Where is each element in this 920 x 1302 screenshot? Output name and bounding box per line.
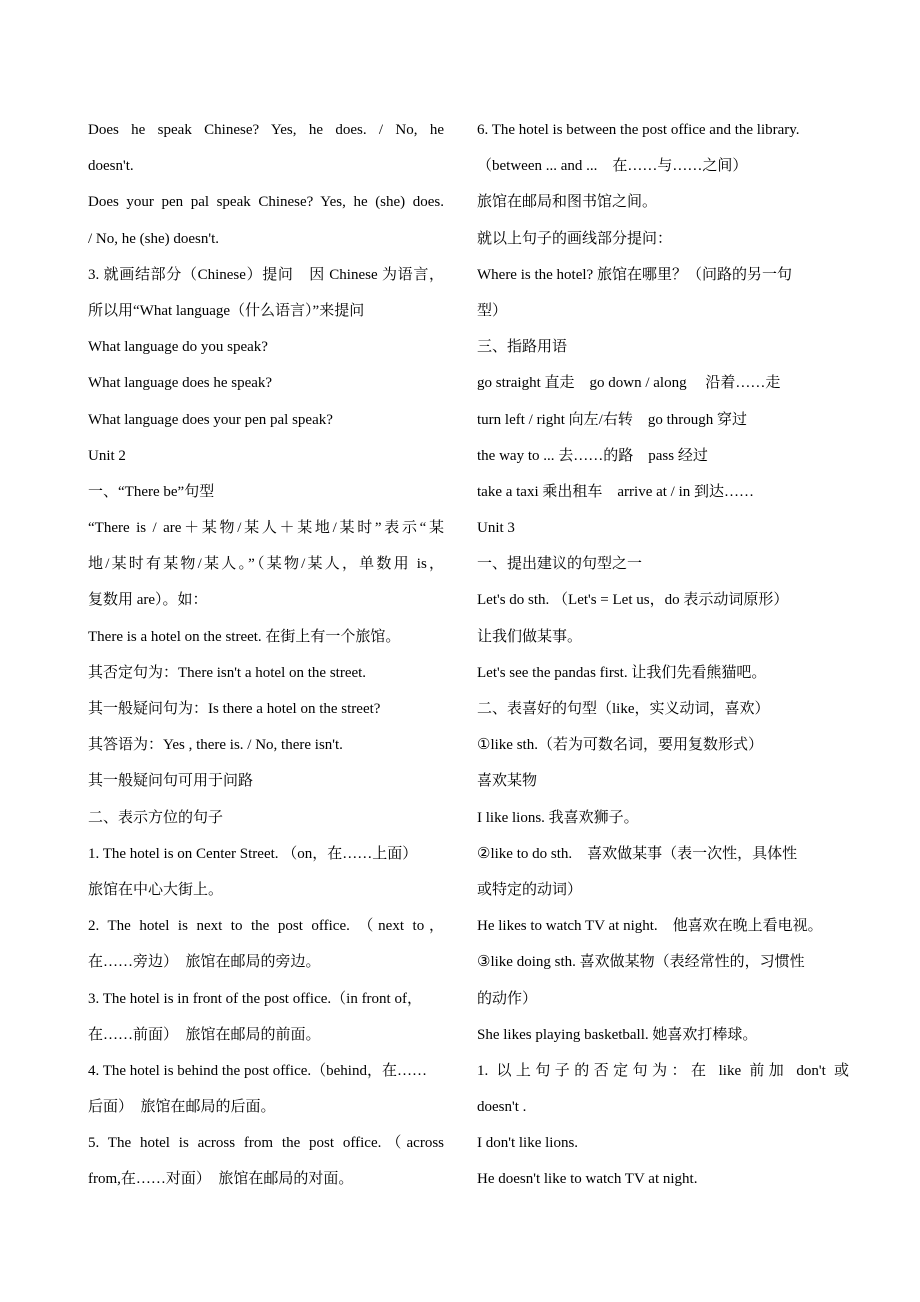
text-line: 其答语为：Yes , there is. / No, there isn't. [88, 737, 343, 754]
text-line: turn left / right 向左/右转 go through 穿过 [477, 411, 747, 428]
text-line: 就以上句子的画线部分提问： [477, 230, 673, 247]
text-line: 1. The hotel is on Center Street. （on，在……上面） [88, 845, 418, 862]
text-line: 其一般疑问句为：Is there a hotel on the street? [88, 701, 381, 717]
text-line: He likes to watch TV at night. 他喜欢在晚上看电视。 [477, 918, 823, 935]
text-line: 后面） 旅馆在邮局的后面。 [88, 1099, 276, 1116]
text-line: 复数用 are）。如： [88, 592, 208, 609]
text-line: / No, he (she) doesn't. [88, 230, 220, 247]
text-line: Does he speak Chinese? Yes, he does. / No, he [88, 122, 444, 138]
text-line: ③like doing sth. 喜欢做某物（表经常性的，习惯性 [477, 954, 805, 971]
text-line: 3. 就画结部分（Chinese）提问 因 Chinese 为语言， [88, 266, 444, 283]
text-line: 三、指路用语 [477, 339, 568, 356]
text-line: 旅馆在中心大街上。 [88, 881, 224, 898]
text-line: 二、表示方位的句子 [88, 809, 224, 826]
text-line: Where is the hotel? 旅馆在哪里？（问路的另一句 [477, 266, 792, 283]
text-line: doesn't . [477, 1099, 527, 1116]
text-line: 一、提出建议的句型之一 [477, 556, 643, 573]
text-line: doesn't. [88, 158, 134, 175]
text-line: 4. The hotel is behind the post office.（behind，在…… [88, 1062, 427, 1079]
text-line: 喜欢某物 [477, 773, 538, 790]
text-line: （between ... and ... 在……与……之间） [477, 158, 748, 175]
text-line: 其一般疑问句可用于问路 [88, 773, 254, 790]
text-line: 其否定句为：There isn't a hotel on the street. [88, 664, 367, 681]
text-line: 地/某时有某物/某人。”（某物/某人，单数用 is， [88, 556, 444, 573]
text-line: What language do you speak? [88, 339, 268, 356]
text-line: What language does your pen pal speak? [88, 411, 333, 428]
left-column [88, 112, 444, 1198]
text-line: go straight 直走 go down / along 沿着……走 [477, 375, 781, 392]
text-line: 6. The hotel is between the post office and the library. [477, 122, 800, 138]
text-line: What language does he speak? [88, 375, 273, 392]
text-line: take a taxi 乘出租车 arrive at / in 到达…… [477, 483, 755, 500]
text-line: ①like sth.（若为可数名词，要用复数形式） [477, 737, 763, 754]
text-line: 2. The hotel is next to the post office. （next to， [88, 918, 444, 935]
text-line: He doesn't like to watch TV at night. [477, 1171, 698, 1188]
text-line: 5. The hotel is across from the post office.（across [88, 1135, 444, 1152]
right-column [477, 112, 849, 1198]
text-line: from,在……对面） 旅馆在邮局的对面。 [88, 1171, 354, 1188]
text-line: 在……前面） 旅馆在邮局的前面。 [88, 1026, 321, 1043]
text-line: the way to ... 去……的路 pass 经过 [477, 447, 708, 464]
text-line: 让我们做某事。 [477, 628, 583, 645]
text-line: Let's do sth. （Let's = Let us，do 表示动词原形） [477, 592, 789, 609]
text-line: 在……旁边） 旅馆在邮局的旁边。 [88, 954, 321, 971]
text-line: I like lions. 我喜欢狮子。 [477, 809, 639, 826]
text-line: 或特定的动词） [477, 881, 583, 898]
text-line: Does your pen pal speak Chinese? Yes, he (she) does. [88, 194, 444, 211]
text-line: 1. 以上句子的否定句为：在 like 前加 don't 或 [477, 1062, 849, 1079]
text-line: Unit 3 [477, 520, 515, 537]
text-line: There is a hotel on the street. 在街上有一个旅馆。 [88, 628, 401, 645]
text-line: “There is / are＋某物/某人＋某地/某时”表示“某 [88, 520, 444, 537]
text-line: 所以用“What language（什么语言）”来提问 [88, 302, 365, 319]
text-line: Unit 2 [88, 447, 126, 464]
text-line: 3. The hotel is in front of the post office.（in front of， [88, 990, 422, 1007]
text-line: 的动作） [477, 990, 538, 1007]
text-line: I don't like lions. [477, 1135, 579, 1152]
text-line: She likes playing basketball. 她喜欢打棒球。 [477, 1026, 758, 1043]
text-line: 型） [477, 302, 508, 319]
text-line: ②like to do sth. 喜欢做某事（表一次性，具体性 [477, 845, 798, 862]
text-line: Let's see the pandas first. 让我们先看熊猫吧。 [477, 664, 767, 681]
text-line: 二、表喜好的句型（like，实义动词，喜欢） [477, 701, 770, 717]
text-line: 旅馆在邮局和图书馆之间。 [477, 194, 658, 211]
text-line: 一、“There be”句型 [88, 483, 215, 500]
